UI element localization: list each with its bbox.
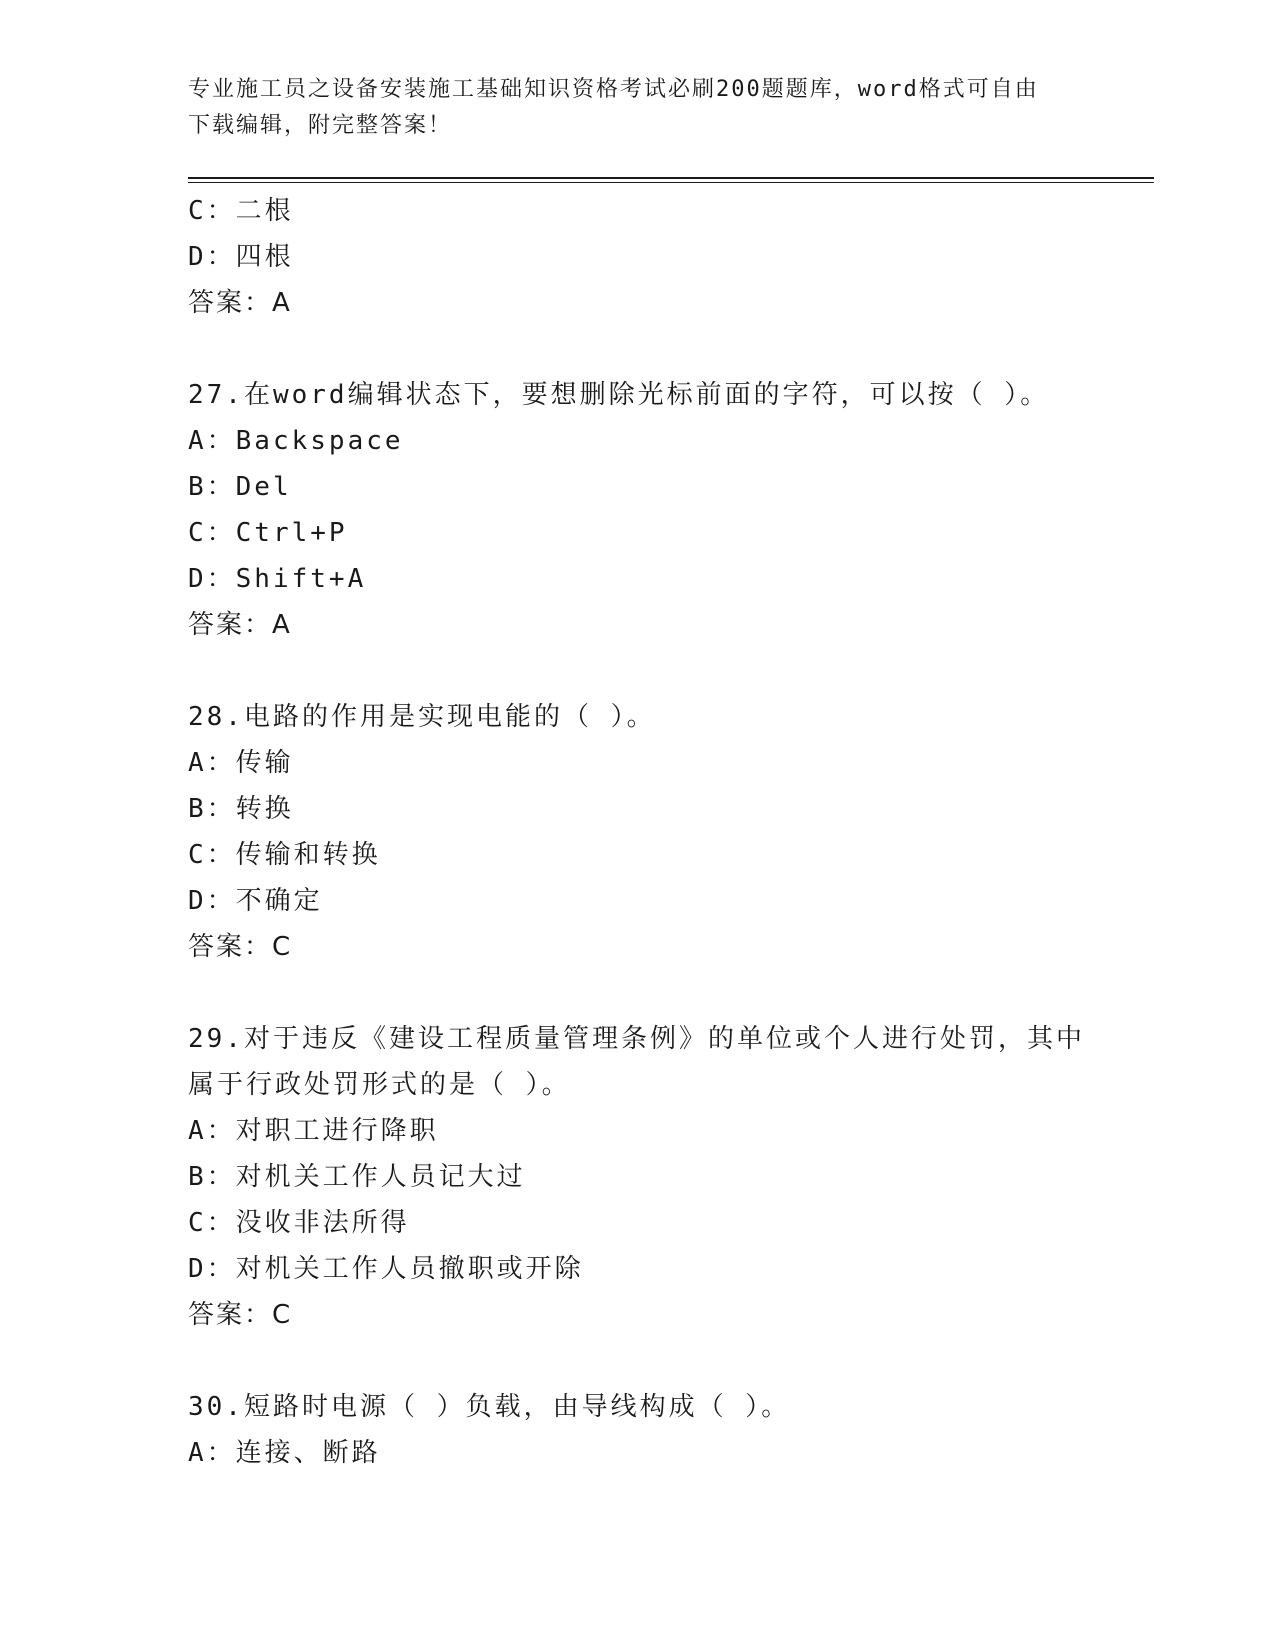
option-b: B：转换: [188, 794, 294, 824]
question-26-tail: [188, 188, 1088, 326]
question-text-line-1: 29.对于违反《建设工程质量管理条例》的单位或个人进行处罚，其中: [188, 1024, 1085, 1054]
answer-line: 答案：C: [188, 1300, 293, 1330]
header-title-line-1: 专业施工员之设备安装施工基础知识资格考试必刷200题题库，word格式可自由: [188, 77, 1039, 102]
option-d: D：不确定: [188, 886, 323, 916]
answer-line: 答案：A: [188, 288, 292, 318]
option-c: C：传输和转换: [188, 840, 381, 870]
question-text: 28.电路的作用是实现电能的（ ）。: [188, 702, 656, 732]
option-a: A：Backspace: [188, 426, 404, 456]
option-c: C：没收非法所得: [188, 1208, 410, 1238]
question-30: [188, 1384, 1088, 1476]
option-b: B：对机关工作人员记大过: [188, 1162, 526, 1192]
option-b: B：Del: [188, 472, 292, 502]
option-a: A：连接、断路: [188, 1438, 381, 1468]
question-text: 27.在word编辑状态下，要想删除光标前面的字符，可以按（ ）。: [188, 380, 1050, 410]
spacer: [188, 1338, 1088, 1384]
spacer: [188, 326, 1088, 372]
question-text-line-2: 属于行政处罚形式的是（ ）。: [188, 1070, 571, 1100]
spacer: [188, 970, 1088, 1016]
answer-line: 答案：C: [188, 932, 293, 962]
option-c: C：二根: [188, 196, 294, 226]
option-a: A：对职工进行降职: [188, 1116, 439, 1146]
option-d: D：Shift+A: [188, 564, 367, 594]
spacer: [188, 648, 1088, 694]
header-title-line-2: 下载编辑，附完整答案！: [188, 113, 453, 138]
question-text: 30.短路时电源（ ）负载，由导线构成（ ）。: [188, 1392, 791, 1422]
question-28: [188, 694, 1088, 970]
header-divider: [188, 177, 1154, 183]
option-a: A：传输: [188, 748, 294, 778]
question-27: [188, 372, 1088, 648]
answer-line: 答案：A: [188, 610, 292, 640]
document-header: [188, 72, 1088, 144]
question-29: [188, 1016, 1088, 1338]
option-d: D：四根: [188, 242, 294, 272]
option-c: C：Ctrl+P: [188, 518, 348, 548]
option-d: D：对机关工作人员撤职或开除: [188, 1254, 584, 1284]
question-list: [188, 188, 1088, 1476]
